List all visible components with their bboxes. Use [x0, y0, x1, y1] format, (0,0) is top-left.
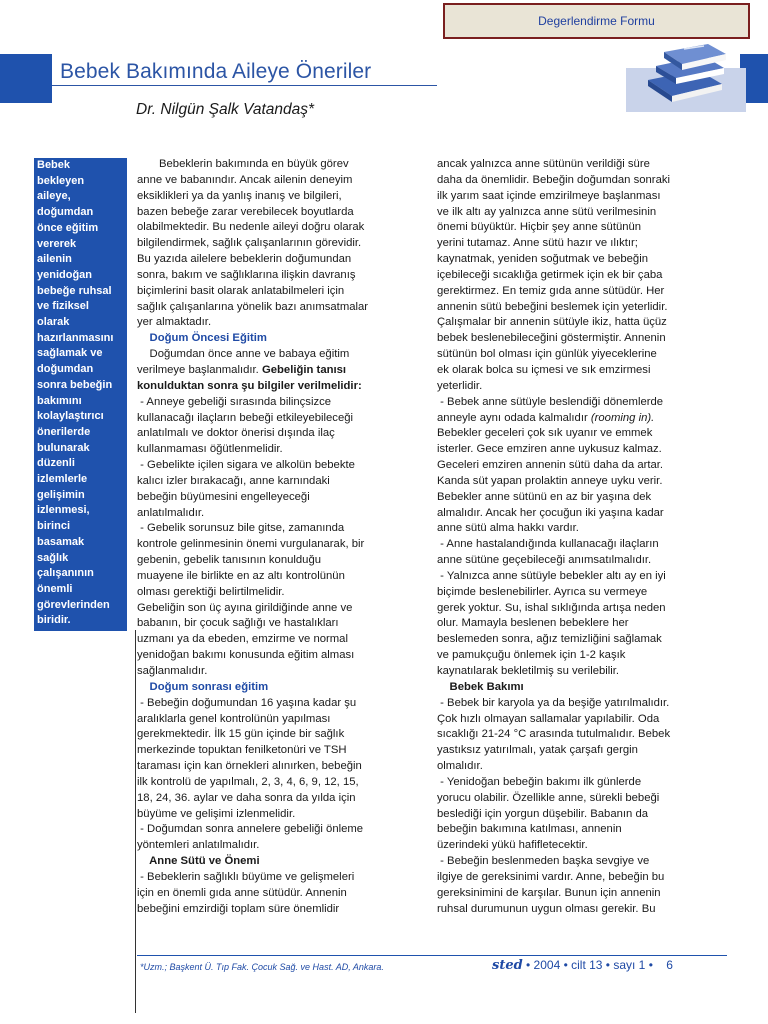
text-line: [437, 585, 727, 601]
journal-name: sted: [492, 958, 523, 973]
sidebar-line: sağlamak ve: [37, 347, 103, 360]
text-run: bazen bebeğe zarar verebilecek boyutlarda: [137, 205, 354, 218]
text-line: [437, 648, 727, 664]
text-run: Bebekler anne sütünü en az bir yaşına dek: [437, 490, 652, 503]
text-run: yastıksız yatırılmalı, yatak çarşafı gergin: [437, 744, 638, 757]
text-line: [137, 902, 422, 918]
sidebar-line: sonra bebeğin: [37, 378, 113, 391]
text-run: - Gebelikte içilen sigara ve alkolün bebekte: [137, 459, 355, 472]
text-run: muayene ile birlikte en az altı kontrolünün: [137, 569, 345, 582]
text-line: [437, 331, 727, 347]
text-line: [137, 268, 422, 284]
text-line: [437, 411, 727, 427]
sidebar-line: görevlerinden: [37, 598, 110, 611]
text-line: [137, 632, 422, 648]
text-line: [137, 411, 422, 427]
text-run: kalıcı izler bırakacağı, anne karnındaki: [137, 474, 330, 487]
text-run: olabilmektedir. Bu nedenle aileyi doğru olarak: [137, 221, 365, 234]
text-run: kullanmaması öğütlenmelidir.: [137, 443, 283, 456]
text-run: sağlanmalıdır.: [137, 665, 208, 677]
text-run: yerini tutamaz. Anne sütü hazır ve ılıktır;: [437, 237, 638, 250]
text-run: Bebek Bakımı: [437, 680, 524, 693]
text-line: [137, 775, 422, 791]
sidebar-line: bebeğe ruhsal: [37, 284, 112, 297]
sidebar-line: sağlık: [37, 551, 69, 564]
text-run: kaynatılarak bekletilmiş su verilebilir.: [437, 665, 620, 677]
text-line: [137, 521, 422, 537]
text-run: - Bebek bir karyola ya da beşiğe yatırılmalıdır.: [437, 696, 670, 709]
text-line: [137, 791, 422, 807]
text-line: [137, 395, 422, 411]
text-column-right: [437, 157, 727, 918]
sidebar-line: çalışanının: [37, 567, 94, 580]
text-run: kullanacağı ilaçların bebeği etkileyebileceği: [137, 411, 354, 424]
sidebar-line: basamak: [37, 535, 85, 548]
books-icon: [626, 40, 746, 125]
text-run: Doğum Öncesi Eğitim: [137, 332, 267, 345]
text-run: bebeğin bakımına katılması, annenin: [437, 823, 622, 836]
text-line: [137, 442, 422, 458]
text-run: Çok hızlı olmayan sallamalar yapılabilir. Oda: [437, 712, 660, 725]
text-run: ilk yarım saat içinde emzirilmeye başlanması: [437, 189, 661, 202]
text-run: gereksinimini de karşılar. Bunun için annenin: [437, 886, 661, 899]
text-line: [437, 616, 727, 632]
text-line: [437, 379, 727, 395]
text-run: bebek beslenebileceğini göstermiştir. Annenin: [437, 332, 666, 345]
text-run: gerek yoktur. Su, ishal sıklığında artışa neden: [437, 601, 666, 614]
text-run: büyüme ve gelişimi izlenmelidir.: [137, 807, 296, 820]
text-run: için en önemli gıda anne sütüdür. Annenin: [137, 886, 347, 899]
text-line: [137, 870, 422, 886]
text-line: [437, 838, 727, 854]
text-run: gebenin, gebelik tanısının konulduğu: [137, 554, 322, 567]
text-run: Anne Sütü ve Önemi: [137, 855, 260, 868]
text-line: [437, 442, 727, 458]
text-line: [137, 696, 422, 712]
article-author: Dr. Nilgün Şalk Vatandaş*: [136, 101, 315, 118]
sidebar-line: doğumdan: [37, 363, 94, 376]
text-run: almalıdır. Ancak her çocuğun iki yaşına kadar: [437, 506, 664, 519]
text-line: [437, 537, 727, 553]
text-line: [137, 838, 422, 854]
text-run: içebileceği sıcaklığa getirmek için ek bir çaba: [437, 268, 663, 281]
section-heading: [137, 854, 422, 870]
text-line: [437, 458, 727, 474]
sidebar-line: önemli: [37, 582, 73, 595]
text-run: ilk kontrolü de yapılmalı, 2, 3, 4, 6, 9, 12, 15,: [137, 775, 359, 788]
text-run: kaynatmak, yeniden soğutmak ve bebeğin: [437, 253, 649, 266]
text-line: [437, 807, 727, 823]
text-line: [137, 743, 422, 759]
text-line: [437, 886, 727, 902]
evaluation-form-button[interactable]: Degerlendirme Formu: [443, 3, 750, 39]
text-line: [437, 490, 727, 506]
text-line: [437, 284, 727, 300]
text-run: eksiklikleri ya da yanlış inanış ve bilgileri,: [137, 189, 342, 202]
text-run: babanın, bir çocuk sağlığı ve hastalıkları: [137, 617, 339, 630]
text-run: - Bebeklerin sağlıklı büyüme ve gelişmeleri: [137, 870, 355, 883]
text-run: daha da önemlidir. Bebeğin doğumdan sonraki: [437, 173, 671, 186]
text-line: [137, 379, 422, 395]
text-line: [437, 791, 727, 807]
sidebar-line: Bebek: [37, 159, 71, 171]
text-run: sütünün bol olması için günlük yiyeceklerine: [437, 348, 657, 361]
text-run: Bebekler geceleri çok sık uyanır ve emmek: [437, 427, 653, 440]
text-line: [437, 664, 727, 680]
text-line: [137, 490, 422, 506]
text-run: yenidoğan bakımı konusunda eğitim alması: [137, 649, 355, 662]
text-run: olmalıdır.: [437, 760, 483, 773]
journal-footer: [492, 958, 673, 973]
sidebar-line: bakımını: [37, 394, 82, 407]
sidebar-line: bekleyen: [37, 174, 85, 187]
text-line: [137, 553, 422, 569]
text-line: [137, 727, 422, 743]
text-line: [137, 585, 422, 601]
sidebar-line: önerilerde: [37, 425, 91, 438]
text-run: anneyle aynı odada kalmalıdır: [437, 411, 591, 424]
text-line: [137, 458, 422, 474]
text-run: bilgilendirmek, sağlık çalışanlarının görevidir.: [137, 237, 362, 250]
text-run: anne ve babanındır. Ancak ailenin deneyim: [137, 173, 353, 186]
text-line: [137, 300, 422, 316]
text-run: - Bebeğin doğumundan 16 yaşına kadar şu: [137, 696, 357, 709]
text-run: üzerindeki yükü hafifletecektir.: [437, 839, 588, 852]
text-run: ancak yalnızca anne sütünün verildiği süre: [437, 158, 650, 170]
summary-sidebar: [34, 158, 127, 631]
text-line: [137, 664, 422, 680]
text-line: [437, 474, 727, 490]
text-line: [137, 537, 422, 553]
text-run: aralıklarla genel kontrolünün yapılması: [137, 712, 331, 725]
text-line: [437, 220, 727, 236]
text-line: [137, 347, 422, 363]
text-run: Geceleri emziren annenin sütü daha da artar.: [437, 459, 664, 472]
text-run: anne sütüne geçebileceği anımsatılmalıdır.: [437, 554, 652, 567]
text-run: sonra, bakım ve sağlıklarına ilişkin davranış: [137, 268, 356, 281]
header-accent-left: [0, 54, 52, 103]
text-run: - Bebek anne sütüyle beslendiği dönemlerde: [437, 395, 664, 408]
text-run: ek olarak bolca su içmesi ve sık emzirmesi: [437, 363, 651, 376]
text-line: [137, 474, 422, 490]
footer-divider: [137, 955, 727, 956]
text-line: [437, 157, 727, 173]
text-run: taraması için kan örnekleri alınırken, bebeğin: [137, 760, 362, 773]
italic-run: (rooming in).: [590, 411, 655, 424]
text-run: olması gerektiği belirtilmelidir.: [137, 585, 285, 598]
text-run: - Anne hastalandığında kullanacağı ilaçların: [437, 538, 659, 551]
text-line: [137, 363, 422, 379]
text-line: [437, 315, 727, 331]
text-run: - Gebelik sorunsuz bile gitse, zamanında: [137, 522, 345, 535]
title-divider: [52, 85, 437, 86]
sidebar-line: olarak: [37, 316, 70, 329]
section-heading: [137, 331, 422, 347]
text-line: [437, 696, 727, 712]
text-run: Kanda süt yapan prolaktin anneye uyku verir.: [437, 474, 663, 487]
sidebar-line: izlemlerle: [37, 473, 88, 486]
text-line: [137, 173, 422, 189]
sidebar-line: gelişimin: [37, 488, 85, 501]
text-line: [437, 712, 727, 728]
text-line: [437, 300, 727, 316]
text-run: yer almaktadır.: [137, 316, 212, 329]
text-run: sağlık çalışanlarına yönelik bazı anımsatmalar: [137, 300, 369, 313]
sidebar-line: aileye,: [37, 190, 71, 203]
text-line: [437, 506, 727, 522]
text-line: [137, 506, 422, 522]
text-run: beslediği için yorgun düşebilir. Babanın da: [437, 807, 649, 820]
text-run: yeterlidir.: [437, 379, 483, 392]
text-run: - Anneye gebeliği sırasında bilinçsizce: [137, 395, 332, 408]
text-run: beslemeden sonra, ağız temizliğini sağlamak: [437, 633, 662, 646]
article-title: Bebek Bakımında Aileye Öneriler: [60, 60, 372, 83]
text-run: yorucu olabilir. Özellikle anne, sürekli bebeği: [437, 791, 660, 804]
text-run: Doğumdan önce anne ve babaya eğitim: [137, 348, 350, 361]
text-line: [437, 759, 727, 775]
text-run: ve ilk altı ay yalnızca anne sütü verilmesinin: [437, 205, 657, 218]
text-run: verilmeye başlanmalıdır.: [137, 363, 262, 376]
sidebar-line: birinci: [37, 520, 71, 533]
text-run: Bu yazıda ailelere bebeklerin doğumundan: [137, 253, 352, 266]
text-line: [437, 363, 727, 379]
section-heading: [437, 680, 727, 696]
text-run: - Bebeğin beslenmeden başka sevgiye ve: [437, 855, 650, 868]
journal-info: • 2004 • cilt 13 • sayı 1 •: [522, 958, 653, 972]
text-run: uzmanı ya da ebeden, emzirme ve normal: [137, 633, 348, 646]
text-line: [437, 252, 727, 268]
text-run: isterler. Gece emziren anne uykusuz kalmaz.: [437, 443, 662, 456]
text-run: Bebeklerin bakımında en büyük görev: [137, 158, 349, 170]
text-line: [437, 173, 727, 189]
text-line: [437, 632, 727, 648]
text-run: - Yalnızca anne sütüyle bebekler altı ay en iyi: [437, 569, 666, 582]
sidebar-line: doğumdan: [37, 206, 94, 219]
text-run: kontrole gelinmesinin önemi vurgulanarak, bir: [137, 538, 365, 551]
text-run: Gebeliğin son üç ayına girildiğinde anne ve: [137, 601, 353, 614]
text-run: yöntemleri anlatılmalıdır.: [137, 839, 260, 852]
text-line: [137, 648, 422, 664]
text-run: ve pamukçuğu önlemek için 1-2 kaşık: [437, 649, 626, 662]
sidebar-line: bulunarak: [37, 441, 90, 454]
text-line: [437, 236, 727, 252]
text-line: [437, 189, 727, 205]
text-line: [137, 315, 422, 331]
text-line: [437, 426, 727, 442]
sidebar-line: biridir.: [37, 614, 71, 627]
text-line: [137, 886, 422, 902]
text-line: [137, 759, 422, 775]
text-line: [437, 569, 727, 585]
sidebar-line: hazırlanmasını: [37, 331, 114, 344]
sidebar-line: ve fiziksel: [37, 300, 89, 313]
text-run: ruhsal durumunun uygun olması gerekir. Bu: [437, 902, 656, 915]
text-run: gerektirmez. En temiz gıda anne sütüdür. Her: [437, 284, 665, 297]
text-line: [137, 712, 422, 728]
text-line: [437, 205, 727, 221]
margin-rule: [135, 630, 136, 1013]
text-line: [137, 284, 422, 300]
text-line: [137, 807, 422, 823]
text-run: biçimde beslenebilirler. Ayrıca su vermeye: [437, 585, 648, 598]
sidebar-line: ailenin: [37, 253, 72, 266]
text-run: bebeğini emzirdiği toplam süre önemlidir: [137, 902, 340, 915]
text-run: - Yenidoğan bebeğin bakımı ilk günlerde: [437, 775, 642, 788]
text-run: Doğum sonrası eğitim: [137, 680, 269, 693]
text-run: ilgiye de gereksinimi vardır. Anne, bebeğin bu: [437, 870, 665, 883]
text-run: merkezinde topuktan fenilketonüri ve TSH: [137, 744, 347, 757]
text-line: [437, 347, 727, 363]
text-line: [437, 743, 727, 759]
text-run: annenin sütü bebeğini beslemek için yeterlidir.: [437, 300, 668, 313]
text-run: sıcaklığı 21-24 °C arasında tutulmalıdır. Bebek: [437, 728, 671, 741]
text-line: [137, 601, 422, 617]
sidebar-line: kolaylaştırıcı: [37, 410, 104, 423]
text-line: [137, 189, 422, 205]
text-run: anne sütü alma hakkı vardır.: [437, 522, 579, 535]
sidebar-line: yenidoğan: [37, 268, 93, 281]
text-line: [437, 854, 727, 870]
sidebar-line: düzenli: [37, 457, 75, 470]
text-run: önemi büyüktür. Hiçbir şey anne sütünün: [437, 221, 642, 234]
text-line: [137, 220, 422, 236]
section-heading: [137, 680, 422, 696]
text-run: biçimlerini basit olarak anlatabilmeleri için: [137, 284, 345, 297]
text-line: [437, 268, 727, 284]
text-line: [137, 822, 422, 838]
page-number: 6: [666, 958, 673, 972]
text-line: [137, 426, 422, 442]
sidebar-line: izlenmesi,: [37, 504, 90, 517]
text-line: [437, 395, 727, 411]
text-line: [437, 775, 727, 791]
text-column-left: [137, 157, 422, 918]
text-line: [137, 157, 422, 173]
text-run: Çalışmalar bir annenin sütüyle ikiz, hatta üçüz: [437, 316, 667, 329]
text-line: [137, 205, 422, 221]
text-line: [437, 902, 727, 918]
text-line: [437, 521, 727, 537]
text-line: [137, 569, 422, 585]
bold-run: konulduktan sonra şu bilgiler verilmelidir:: [137, 379, 362, 392]
text-line: [137, 616, 422, 632]
text-run: olur. Mamayla beslenen bebeklere her: [437, 617, 629, 630]
text-line: [137, 252, 422, 268]
text-run: anlatılmalıdır.: [137, 506, 205, 519]
text-line: [437, 553, 727, 569]
text-run: gerekmektedir. İlk 15 gün içinde bir sağlık: [137, 728, 345, 741]
text-line: [437, 601, 727, 617]
sidebar-line: önce eğitim: [37, 221, 99, 234]
text-line: [437, 727, 727, 743]
sidebar-line: vererek: [37, 237, 77, 250]
text-line: [437, 870, 727, 886]
author-footnote: *Uzm.; Başkent Ü. Tıp Fak. Çocuk Sağ. ve Hast. AD, Ankara.: [140, 962, 384, 972]
text-run: 18, 24, 36. aylar ve daha sonra da yılda için: [137, 791, 356, 804]
text-line: [437, 822, 727, 838]
bold-run: Gebeliğin tanısı: [261, 363, 347, 376]
text-run: - Doğumdan sonra annelere gebeliği önleme: [137, 823, 364, 836]
text-run: bebeğin büyümesini engelleyeceği: [137, 490, 310, 503]
text-run: anlatılmalı ve doktor önerisi dışında ilaç: [137, 427, 335, 440]
text-line: [137, 236, 422, 252]
